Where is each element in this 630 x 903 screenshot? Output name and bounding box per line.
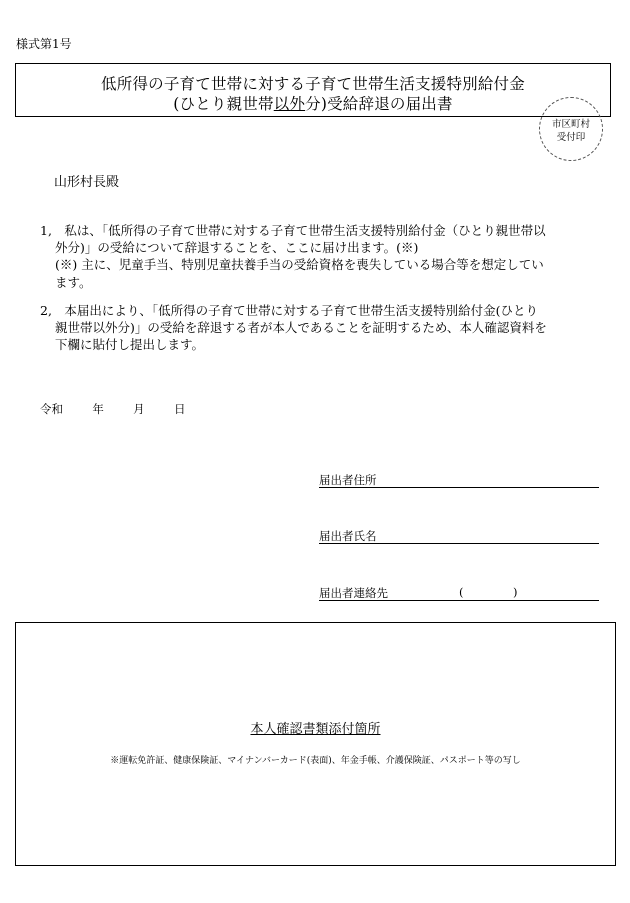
name-field[interactable] bbox=[319, 528, 599, 544]
stamp-label-1: 市区町村 bbox=[551, 119, 590, 130]
paragraph-1-line-2: 外分)」の受給について辞退することを、ここに届け出ます。(※) bbox=[55, 240, 419, 256]
paragraph-1-line-3: (※) 主に、児童手当、特別児童扶養手当の受給資格を喪失している場合等を想定してい bbox=[55, 257, 544, 273]
title-line-2-start: (ひとり親世帯 bbox=[173, 95, 274, 113]
title-underlined-word: 以外 bbox=[273, 95, 306, 113]
attachment-title bbox=[16, 718, 615, 737]
paragraph-2-line-3: 下欄に貼付し提出します。 bbox=[55, 337, 205, 353]
paragraph-2-line-1: 2, 本届出により、「低所得の子育て世帯に対する子育て世帯生活支援特別給付金(ひとり bbox=[40, 303, 539, 318]
attachment-title-text: 本人確認書類添付箇所 bbox=[250, 722, 381, 737]
addressee: 山形村長殿 bbox=[54, 175, 120, 190]
address-field[interactable] bbox=[319, 472, 599, 488]
contact-paren-open: ( bbox=[459, 585, 464, 599]
contact-label: 届出者連絡先 bbox=[319, 586, 388, 600]
date-era: 令和 bbox=[40, 402, 63, 416]
date-month: 月 bbox=[133, 402, 145, 416]
reception-stamp-area bbox=[539, 97, 603, 161]
title-box bbox=[15, 63, 611, 117]
paragraph-1-line-4: ます。 bbox=[55, 274, 92, 290]
stamp-label-2: 受付印 bbox=[556, 132, 586, 143]
paragraph-1 bbox=[40, 222, 600, 291]
paragraph-1-line-1: 1, 私は、「低所得の子育て世帯に対する子育て世帯生活支援特別給付金（ひとり親世帯以 bbox=[40, 223, 546, 238]
attachment-note: ※運転免許証、健康保険証、マイナンバーカード(表面)、年金手帳、介護保険証、パスポート等の写し bbox=[110, 756, 521, 766]
title-line-1: 低所得の子育て世帯に対する子育て世帯生活支援特別給付金 bbox=[101, 75, 525, 93]
form-number: 様式第1号 bbox=[16, 37, 72, 51]
name-label: 届出者氏名 bbox=[319, 529, 377, 543]
contact-paren-close: ) bbox=[513, 585, 518, 599]
date-line bbox=[40, 401, 185, 417]
date-day: 日 bbox=[173, 402, 186, 416]
address-label: 届出者住所 bbox=[319, 473, 377, 487]
paragraph-2-line-2: 親世帯以外分)」の受給を辞退する者が本人であることを証明するため、本人確認資料を bbox=[55, 320, 547, 336]
id-document-attachment-area bbox=[15, 622, 616, 866]
contact-field[interactable] bbox=[319, 585, 599, 601]
date-year: 年 bbox=[92, 402, 104, 416]
paragraph-2 bbox=[40, 302, 600, 354]
title-line-2 bbox=[16, 92, 610, 114]
title-line-2-end: 分)受給辞退の届出書 bbox=[305, 95, 453, 113]
